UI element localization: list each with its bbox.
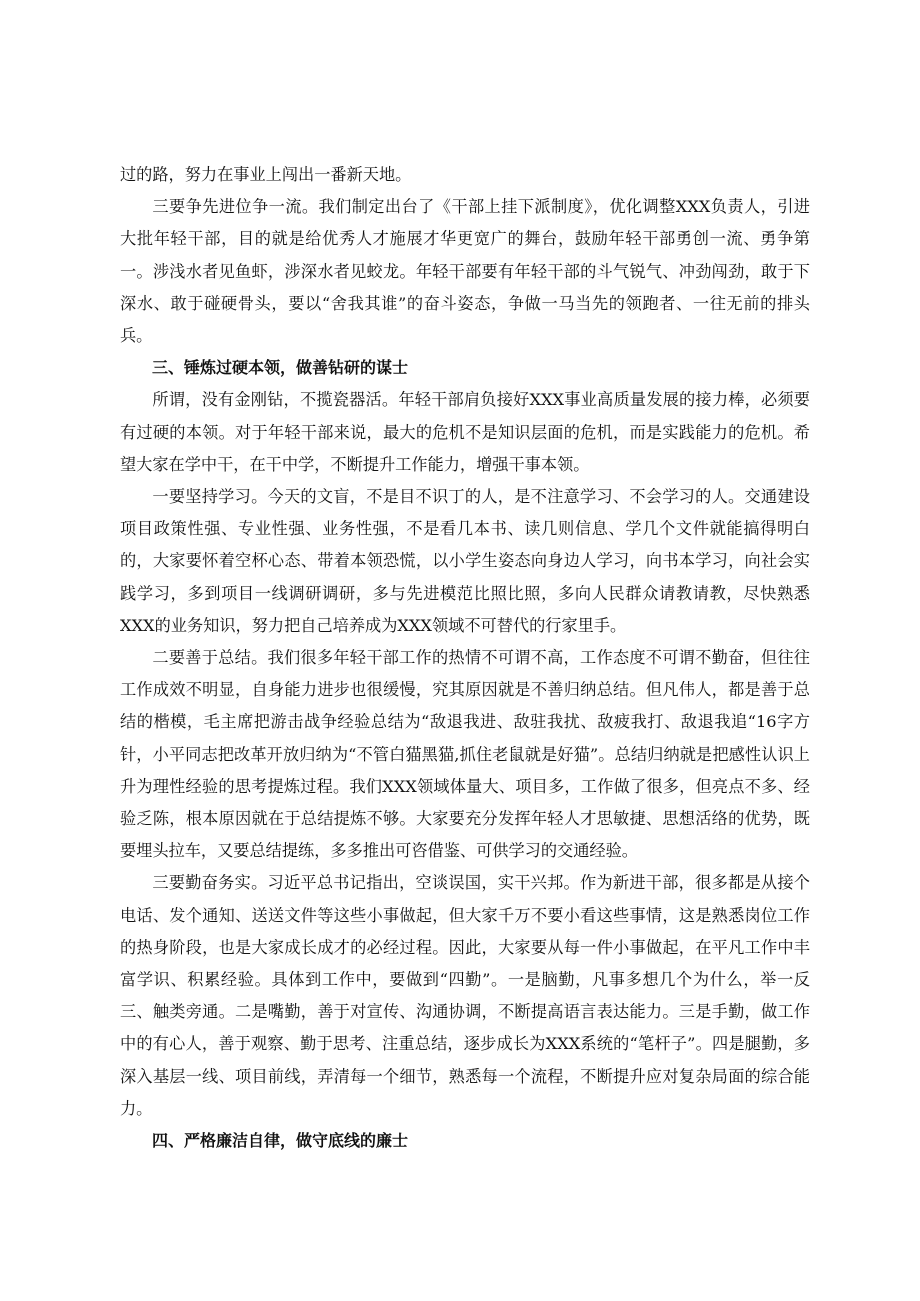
paragraph-keep-learning: 一要坚持学习。今天的文盲，不是目不识丁的人，是不注意学习、不会学习的人。交通建设项目政策性强、专业性强、业务性强，不是看几本书、读几则信息、学几个文件就能搞得明白的，大家要怀着空杯心态、带着本领恐慌，以小学生姿态向身边人学习，向书本学习，向社会实践学习，多到项目一线调研调研，多与先进模范比照比照，多向人民群众请教请教，尽快熟悉XXX的业务知识，努力把自己培养成为XXX领域不可替代的行家里手。 bbox=[120, 487, 810, 635]
section-heading-three: 三、锤炼过硬本领，做善钻研的谋士 bbox=[152, 358, 409, 378]
document-page bbox=[120, 159, 810, 1157]
paragraph-continuation: 过的路，努力在事业上闯出一番新天地。 bbox=[120, 165, 412, 184]
section-heading-four: 四、严格廉洁自律，做守底线的廉士 bbox=[152, 1131, 409, 1151]
paragraph-good-at-summarizing: 二要善于总结。我们很多年轻干部工作的热情不可谓不高，工作态度不可谓不勤奋，但往往工作成效不明显，自身能力进步也很缓慢，究其原因就是不善归纳总结。但凡伟人，都是善于总结的楷模，毛主席把游击战争经验总结为“敌退我进、敌驻我扰、敌疲我打、敌退我追“16字方针，小平同志把改革开放归纳为“不管白猫黑猫,抓住老鼠就是好猫”。总结归纳就是把感性认识上升为理性经验的思考提炼过程。我们XXX领域体量大、项目多，工作做了很多，但亮点不多、经验乏陈，根本原因就在于总结提炼不够。大家要充分发挥年轻人才思敏捷、思想活络的优势，既要埋头拉车，又要总结提练，多多推出可咨借鉴、可供学习的交通经验。 bbox=[120, 648, 810, 861]
paragraph-section-three-intro: 所谓，没有金刚钻，不揽瓷器活。年轻干部肩负接好XXX事业高质量发展的接力棒，必须要有过硬的本领。对于年轻干部来说，最大的危机不是知识层面的危机，而是实践能力的危机。希望大家在学中干，在干中学，不断提升工作能力，增强干事本领。 bbox=[120, 390, 810, 474]
paragraph-third-requirement: 三要争先进位争一流。我们制定出台了《干部上挂下派制度》，优化调整XXX负责人，引进大批年轻干部，目的就是给优秀人才施展才华更宽广的舞台，鼓励年轻干部勇创一流、勇争第一。涉浅水者见鱼虾，涉深水者见蛟龙。年轻干部要有年轻干部的斗气锐气、冲劲闯劲，敢于下深水、敢于碰硬骨头，要以“舍我其谁”的奋斗姿态，争做一马当先的领跑者、一往无前的排头兵。 bbox=[120, 197, 810, 346]
paragraph-diligent-practical: 三要勤奋务实。习近平总书记指出，空谈误国，实干兴邦。作为新进干部，很多都是从接个电话、发个通知、送送文件等这些小事做起，但大家千万不要小看这些事情，这是熟悉岗位工作的热身阶段，也是大家成长成才的必经过程。因此，大家要从每一件小事做起，在平凡工作中丰富学识、积累经验。具体到工作中，要做到“四勤”。一是脑勤，凡事多想几个为什么，举一反三、触类旁通。二是嘴勤，善于对宣传、沟通协调，不断提高语言表达能力。三是手勤，做工作中的有心人，善于观察、勤于思考、注重总结，逐步成长为XXX系统的“笔杆子”。四是腿勤，多深入基层一线、项目前线，弄清每一个细节，熟悉每一个流程，不断提升应对复杂局面的综合能力。 bbox=[120, 873, 810, 1118]
